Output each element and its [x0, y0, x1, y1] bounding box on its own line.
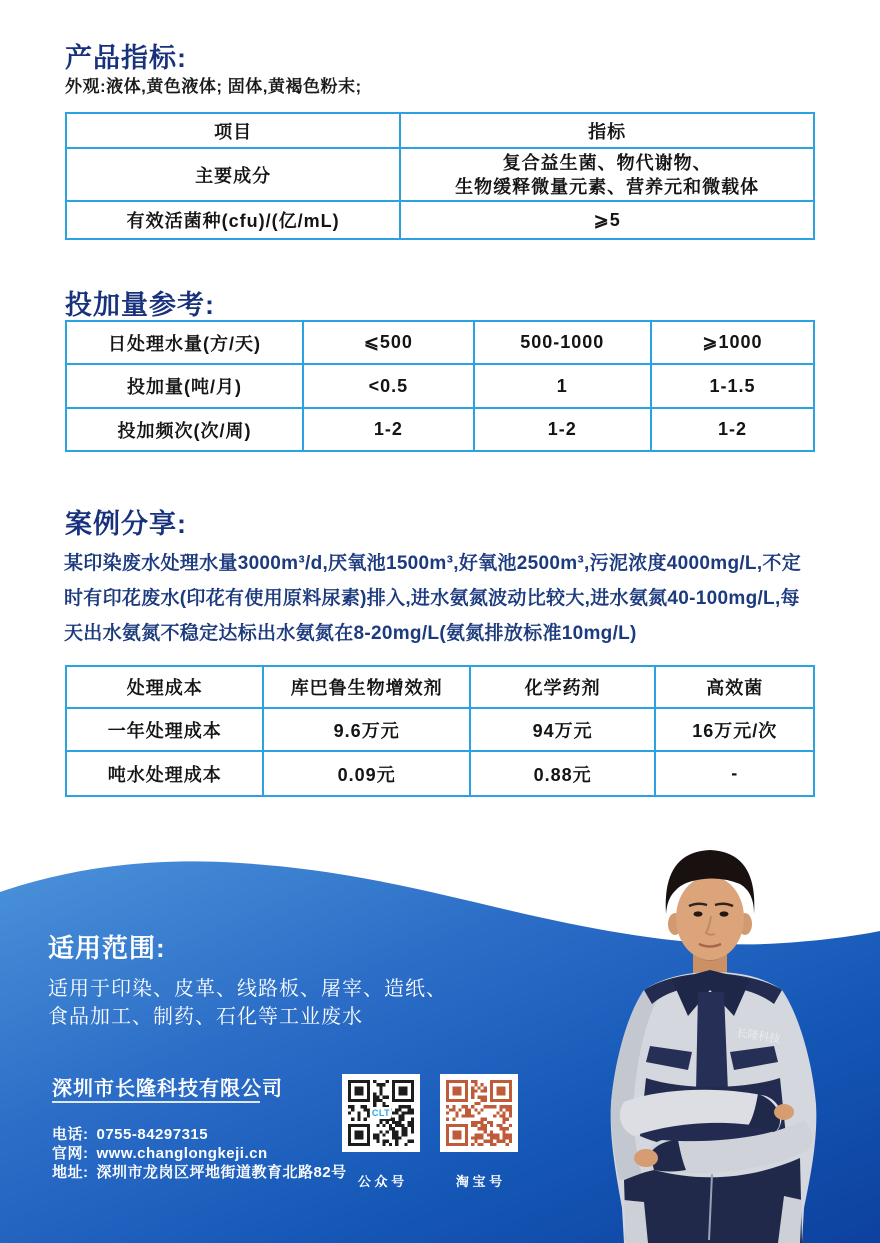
scope-line-2: 食品加工、制药、石化等工业废水 [48, 1006, 363, 1028]
address-row [52, 1161, 347, 1182]
cell: 1-1.5 [651, 364, 814, 408]
table-row [66, 321, 814, 364]
cell: 9.6万元 [263, 708, 469, 751]
cell-cfu-label: 有效活菌种(cfu)/(亿/mL) [66, 201, 400, 239]
website-label: 官网: [52, 1145, 89, 1162]
cell: 500-1000 [474, 321, 651, 364]
cell-main-label: 主要成分 [66, 148, 400, 201]
cell: ⩾1000 [651, 321, 814, 364]
qr-center-logo: CLT [371, 1108, 391, 1118]
wechat-qr-label: 公 众 号 [357, 1174, 405, 1189]
engineer-photo [590, 840, 880, 1243]
cell: 1-2 [303, 408, 474, 451]
col-header: 库巴鲁生物增效剂 [263, 666, 469, 708]
table-row [66, 364, 814, 408]
website-row [52, 1142, 268, 1163]
cell: 1-2 [474, 408, 651, 451]
dosage-table [65, 320, 815, 452]
cell: 投加频次(次/周) [66, 408, 303, 451]
table-row [66, 148, 814, 201]
company-name: 深圳市长隆科技有限公司 [52, 1078, 283, 1100]
company-underline [52, 1101, 260, 1103]
main-value-line1: 复合益生菌、物代谢物、 [502, 152, 712, 173]
cell: <0.5 [303, 364, 474, 408]
cell: ⩽500 [303, 321, 474, 364]
scope-heading: 适用范围: [48, 933, 166, 963]
table-row [66, 708, 814, 751]
cell: 投加量(吨/月) [66, 364, 303, 408]
cell: 日处理水量(方/天) [66, 321, 303, 364]
phone-label: 电话: [52, 1126, 89, 1143]
col-header-spec: 指标 [400, 113, 814, 148]
table-row [66, 751, 814, 796]
col-header: 化学药剂 [470, 666, 656, 708]
appearance-line: 外观:液体,黄色液体; 固体,黄褐色粉末; [65, 77, 362, 96]
phone-number: 0755-84297315 [96, 1126, 209, 1143]
address-value: 深圳市龙岗区坪地街道教育北路82号 [96, 1164, 347, 1181]
case-paragraph: 某印染废水处理水量3000m³/d,厌氧池1500m³,好氧池2500m³,污泥浓度4000mg/L,不定时有印花废水(印花有使用原料尿素)排入,进水氨氮波动比较大,进水氨氮40-100mg/L,每天出水氨氮不稳定达标出水氨氮在8-20mg/L(氨氮排放标准10mg/L) [64, 553, 802, 644]
phone-row [52, 1123, 208, 1144]
cell: 1-2 [651, 408, 814, 451]
product-spec-table [65, 112, 815, 240]
cell: - [655, 751, 814, 796]
qr-modules [446, 1080, 512, 1146]
jacket-brand-text: 长隆科技 [735, 1027, 781, 1046]
cell: 1 [474, 364, 651, 408]
cell-main-value [400, 148, 814, 201]
cell: 94万元 [470, 708, 656, 751]
cell: 0.09元 [263, 751, 469, 796]
table-row [66, 408, 814, 451]
table-row [66, 113, 814, 148]
col-header-item: 项目 [66, 113, 400, 148]
dosage-reference-heading: 投加量参考: [65, 290, 215, 320]
cell: 一年处理成本 [66, 708, 263, 751]
product-indicators-heading: 产品指标: [65, 43, 187, 73]
main-value-line2: 生物缓释微量元素、营养元和微载体 [455, 176, 760, 197]
taobao-qr-code [440, 1074, 518, 1152]
cell: 0.88元 [470, 751, 656, 796]
col-header: 处理成本 [66, 666, 263, 708]
address-label: 地址: [52, 1164, 89, 1181]
cell-cfu-value: ⩾5 [400, 201, 814, 239]
case-sharing-heading: 案例分享: [65, 509, 187, 539]
scope-line-1: 适用于印染、皮革、线路板、屠宰、造纸、 [48, 978, 447, 1000]
taobao-qr-label: 淘 宝 号 [455, 1174, 503, 1189]
cost-comparison-table [65, 665, 815, 797]
wechat-qr-code [342, 1074, 420, 1152]
cell: 吨水处理成本 [66, 751, 263, 796]
col-header: 高效菌 [655, 666, 814, 708]
cell: 16万元/次 [655, 708, 814, 751]
table-row [66, 666, 814, 708]
table-row [66, 201, 814, 239]
website-url: www.changlongkeji.cn [96, 1145, 268, 1162]
